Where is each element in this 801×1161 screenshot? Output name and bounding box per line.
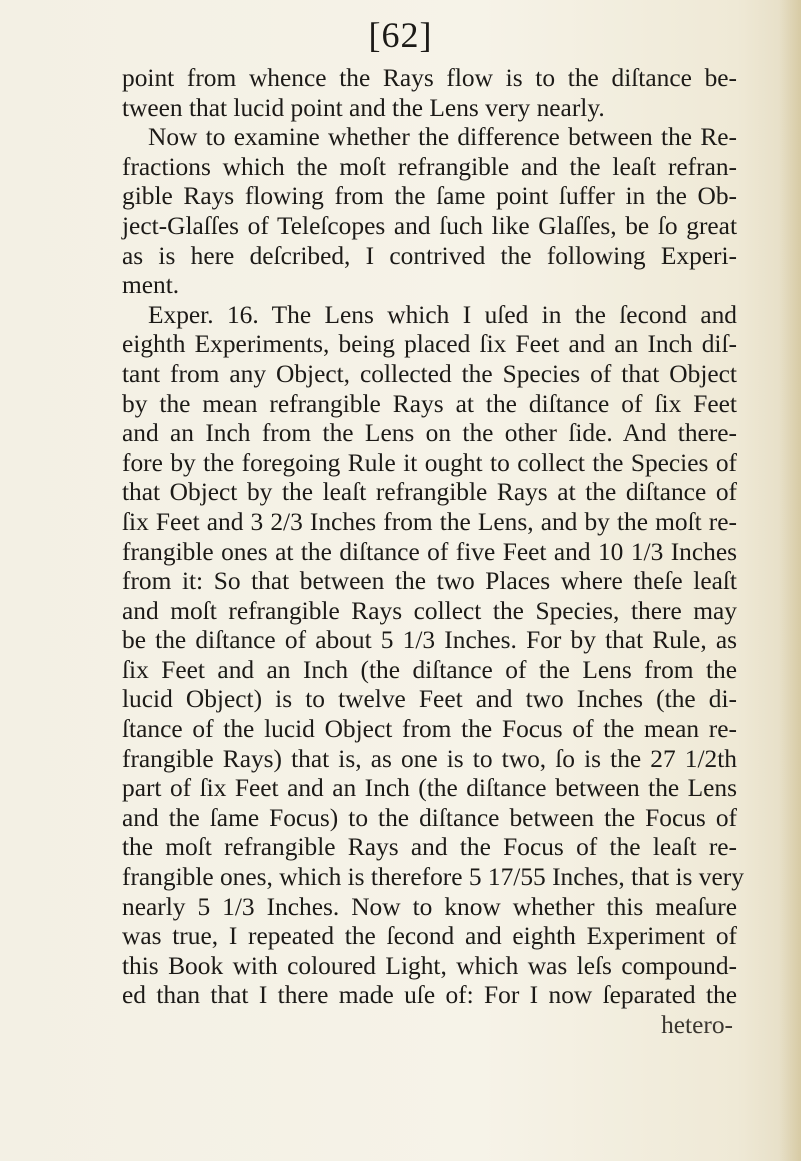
text-line: from it: So that between the two Places where theſe leaſt (122, 567, 737, 596)
text-line: ed than that I there made uſe of: For I now ſeparated the (122, 981, 737, 1010)
text-line: point from whence the Rays flow is to the diſtance be- (122, 64, 737, 92)
text-line: ſtance of the lucid Object from the Focus of the mean re- (122, 715, 737, 744)
text-line: frangible Rays) that is, as one is to two, ſo is the 27 1/2th (122, 744, 737, 773)
text-line: that Object by the leaſt refrangible Rays at the diſtance of (122, 478, 737, 507)
text-line: the moſt refrangible Rays and the Focus of the leaſt re- (122, 833, 737, 862)
text-line: part of ſix Feet and an Inch (the diſtance between the Lens (122, 774, 737, 803)
text-line: tant from any Object, collected the Species of that Object (122, 359, 737, 388)
text-line: and moſt refrangible Rays collect the Species, there may (122, 596, 737, 625)
text-line: this Book with coloured Light, which was leſs compound- (122, 951, 737, 980)
text-line: ject-Glaſſes of Teleſcopes and ſuch like Glaſſes, be ſo great (122, 211, 737, 240)
text-line: and an Inch from the Lens on the other ſide. And there- (122, 419, 737, 448)
page-edge-shadow (779, 0, 801, 1161)
text-line: nearly 5 1/3 Inches. Now to know whether this meaſure (122, 892, 737, 921)
text-line: ſix Feet and an Inch (the diſtance of the Lens from the (122, 655, 737, 684)
text-line: was true, I repeated the ſecond and eighth Experiment of (122, 922, 737, 951)
text-line: Now to examine whether the difference between the Re- (148, 123, 737, 152)
text-line: by the mean refrangible Rays at the diſtance of ſix Feet (122, 389, 737, 418)
text-line: tween that lucid point and the Lens very nearly. (122, 93, 605, 122)
text-line: Exper. 16. The Lens which I uſed in the ſecond and (148, 300, 737, 329)
text-line: lucid Object) is to twelve Feet and two Inches (the di- (122, 685, 737, 714)
text-line: be the diſtance of about 5 1/3 Inches. For by that Rule, as (122, 626, 737, 655)
body-text (122, 64, 744, 1041)
text-line: frangible ones, which is therefore 5 17/55 Inches, that is very (122, 863, 744, 892)
text-line: fore by the foregoing Rule it ought to collect the Species of (122, 448, 737, 477)
page-number: [62] (368, 15, 433, 55)
text-line: ſix Feet and 3 2/3 Inches from the Lens, and by the moſt re- (122, 507, 737, 536)
text-line: frangible ones at the diſtance of five Feet and 10 1/3 Inches (122, 537, 737, 566)
text-line: as is here deſcribed, I contrived the following Experi- (122, 241, 737, 270)
text-line: fractions which the moſt refrangible and the leaſt refran- (122, 152, 737, 181)
text-line: gible Rays flowing from the ſame point ſuffer in the Ob- (122, 182, 737, 211)
text-line: eighth Experiments, being placed ſix Feet and an Inch diſ- (122, 330, 737, 359)
text-line: ment. (122, 271, 180, 300)
text-line: and the ſame Focus) to the diſtance between the Focus of (122, 803, 737, 832)
catchword: hetero- (661, 1011, 733, 1039)
